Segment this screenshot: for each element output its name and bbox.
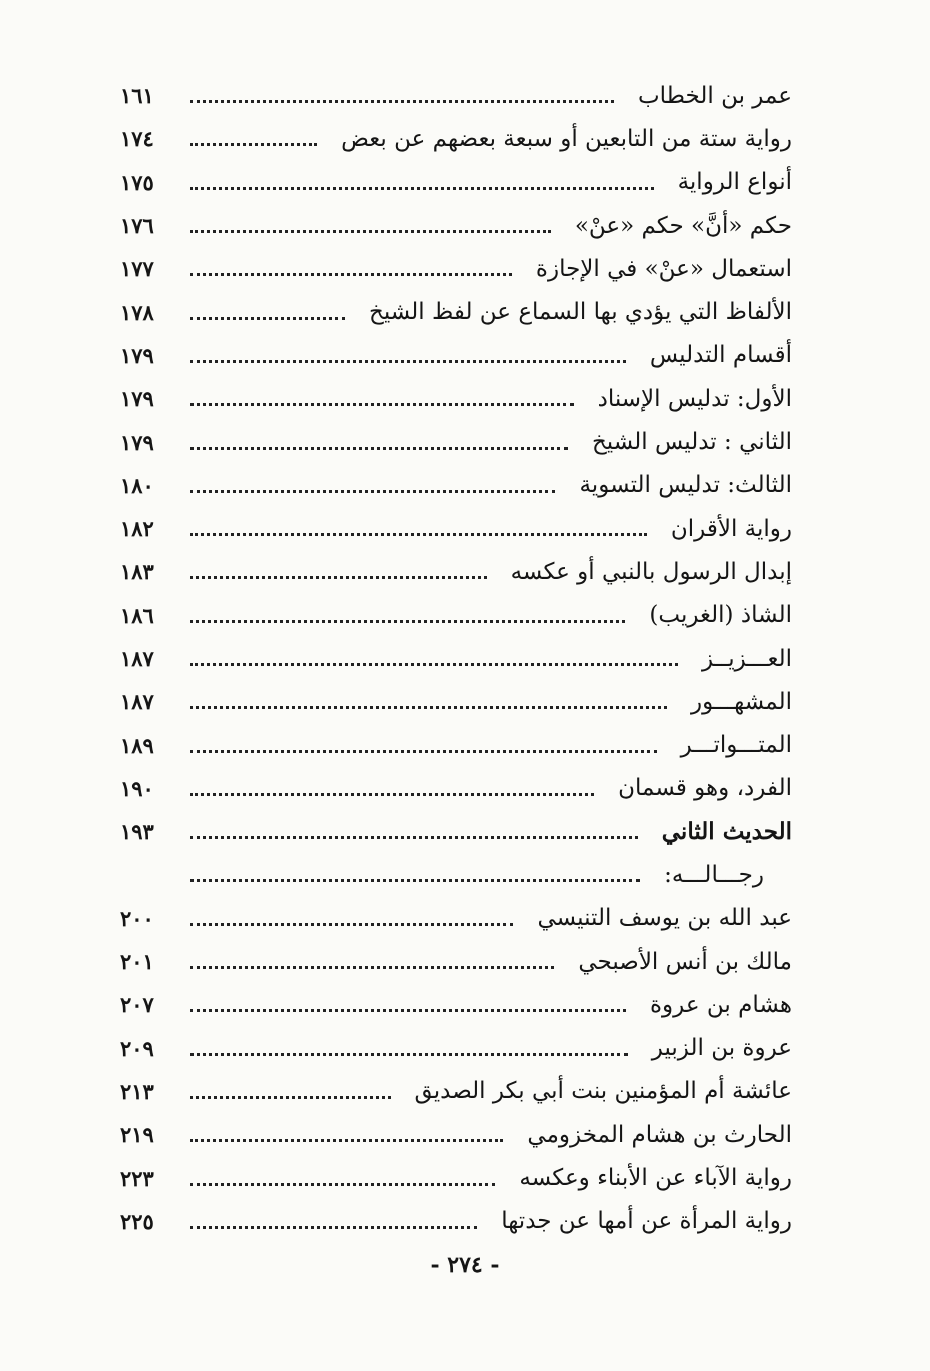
toc-entry-page-number: ١٧٥	[120, 169, 154, 195]
toc-entry	[120, 1156, 792, 1199]
toc-entry	[120, 767, 792, 810]
toc-entry-title: أنواع الرواية	[677, 169, 792, 196]
toc-entry-page-number: ١٨٧	[120, 689, 154, 715]
toc-entry-title: الثالث: تدليس التسوية	[579, 472, 792, 499]
toc-entry	[120, 594, 792, 637]
toc-entry	[120, 290, 792, 333]
toc-entry-title: حكم «أنَّ» حكم «عنْ»	[574, 212, 792, 239]
toc-entry-title: الألفاظ التي يؤدي بها السماع عن لفظ الشيخ	[368, 299, 792, 326]
toc-entry	[120, 1200, 792, 1243]
toc-entry-title: الحديث الثاني	[661, 818, 792, 846]
toc-entry-title: مالك بن أنس الأصبحي	[578, 948, 792, 975]
toc-entry-title: الأول: تدليس الإسناد	[597, 385, 792, 412]
toc-entry-title: الثاني : تدليس الشيخ	[591, 429, 792, 456]
toc-entry-title: هشام بن عروة	[650, 991, 792, 1018]
toc-entry-page-number: ٢٢٣	[120, 1165, 154, 1191]
dot-leader	[190, 1053, 628, 1056]
toc-entry-title: الفرد، وهو قسمان	[618, 775, 792, 802]
toc-entry	[120, 161, 792, 204]
toc-entry-page-number: ١٧٧	[120, 256, 154, 282]
toc-entry	[120, 983, 792, 1026]
dot-leader	[190, 490, 555, 493]
dot-leader	[190, 143, 317, 146]
dot-leader	[190, 403, 574, 406]
page-number: - ٢٧٤ -	[430, 1252, 500, 1278]
toc-entry-page-number: ١٨٧	[120, 646, 154, 671]
table-of-contents	[120, 74, 792, 1243]
dot-leader	[190, 187, 654, 190]
dot-leader	[190, 966, 554, 969]
toc-entry	[120, 810, 792, 853]
toc-entry	[120, 940, 792, 983]
dot-leader	[190, 879, 640, 882]
dot-leader	[190, 447, 568, 450]
toc-entry-title: رواية الآباء عن الأبناء وعكسه	[519, 1165, 792, 1192]
toc-entry-title: أقسام التدليس	[649, 342, 792, 369]
toc-entry-title: عروة بن الزبير	[651, 1035, 792, 1062]
dot-leader	[190, 230, 551, 233]
dot-leader	[190, 317, 345, 320]
toc-entry-page-number: ١٩٠	[120, 775, 154, 801]
toc-entry	[120, 853, 792, 896]
toc-entry	[120, 1070, 792, 1113]
toc-entry-title: الحارث بن هشام المخزومي	[527, 1121, 792, 1148]
toc-entry	[120, 377, 792, 420]
toc-entry-page-number: ١٩٣	[120, 819, 154, 845]
toc-entry	[120, 117, 792, 160]
dot-leader	[190, 663, 678, 666]
dot-leader	[190, 706, 667, 709]
dot-leader	[190, 576, 487, 579]
dot-leader	[190, 1009, 626, 1012]
toc-entry-title: المشهـــور	[690, 688, 792, 715]
toc-entry-title: عمر بن الخطاب	[637, 82, 792, 109]
toc-entry-title: رواية الأقران	[670, 515, 792, 542]
dot-leader	[190, 100, 614, 103]
toc-entry-page-number: ٢١٣	[120, 1078, 154, 1104]
toc-entry-page-number: ١٧٩	[120, 429, 154, 455]
toc-entry	[120, 723, 792, 766]
toc-entry	[120, 1113, 792, 1156]
toc-entry	[120, 420, 792, 463]
toc-entry-title: رجـــالـــه:	[664, 861, 764, 888]
toc-entry-title: استعمال «عنْ» في الإجازة	[535, 255, 792, 282]
toc-entry	[120, 507, 792, 550]
toc-entry-page-number: ١٧٩	[120, 342, 154, 368]
dot-leader	[190, 1183, 495, 1186]
toc-entry	[120, 637, 792, 680]
toc-entry	[120, 204, 792, 247]
toc-entry-title: المتـــواتـــر	[680, 732, 792, 759]
dot-leader	[190, 1139, 503, 1142]
toc-entry-title: إبدال الرسول بالنبي أو عكسه	[510, 558, 792, 585]
dot-leader	[190, 1096, 391, 1099]
toc-entry-page-number: ١٨٢	[120, 516, 154, 542]
dot-leader	[190, 533, 647, 536]
toc-entry-page-number: ١٨٣	[120, 559, 154, 585]
toc-entry-page-number: ٢١٩	[120, 1122, 154, 1148]
toc-entry-title: عبد الله بن يوسف التنيسي	[537, 905, 792, 932]
dot-leader	[190, 1226, 477, 1229]
dot-leader	[190, 923, 513, 926]
toc-entry-title: رواية المرأة عن أمها عن جدتها	[501, 1208, 792, 1235]
dot-leader	[190, 273, 512, 276]
toc-entry-title: الشاذ (الغريب)	[649, 602, 792, 629]
toc-entry-page-number: ٢٠٠	[120, 905, 154, 931]
toc-entry	[120, 680, 792, 723]
toc-entry-page-number: ١٦١	[120, 83, 154, 109]
toc-entry	[120, 1027, 792, 1070]
toc-entry-page-number: ١٧٨	[120, 299, 154, 325]
toc-entry	[120, 334, 792, 377]
dot-leader	[190, 793, 594, 796]
toc-entry-title: العـــزيــز	[702, 645, 792, 672]
toc-entry-page-number: ١٧٤	[120, 126, 154, 152]
dot-leader	[190, 836, 638, 839]
toc-entry-page-number: ١٨٩	[120, 732, 154, 758]
toc-entry-page-number: ١٨٠	[120, 472, 154, 498]
toc-entry	[120, 550, 792, 593]
toc-entry-page-number: ٢٢٥	[120, 1208, 154, 1234]
toc-entry-page-number: ١٧٩	[120, 386, 154, 412]
toc-entry-page-number: ٢٠٧	[120, 992, 154, 1018]
dot-leader	[190, 360, 626, 363]
toc-entry	[120, 464, 792, 507]
toc-entry-page-number: ٢٠٩	[120, 1035, 154, 1061]
toc-entry	[120, 897, 792, 940]
toc-entry-page-number: ١٧٦	[120, 213, 154, 239]
toc-entry-page-number: ٢٠١	[120, 949, 154, 975]
dot-leader	[190, 750, 657, 753]
toc-entry-title: عائشة أم المؤمنين بنت أبي بكر الصديق	[414, 1078, 792, 1105]
toc-entry	[120, 247, 792, 290]
toc-entry-title: رواية ستة من التابعين أو سبعة بعضهم عن بعض	[341, 125, 792, 152]
toc-entry-page-number: ١٨٦	[120, 602, 154, 628]
dot-leader	[190, 620, 625, 623]
toc-entry	[120, 74, 792, 117]
